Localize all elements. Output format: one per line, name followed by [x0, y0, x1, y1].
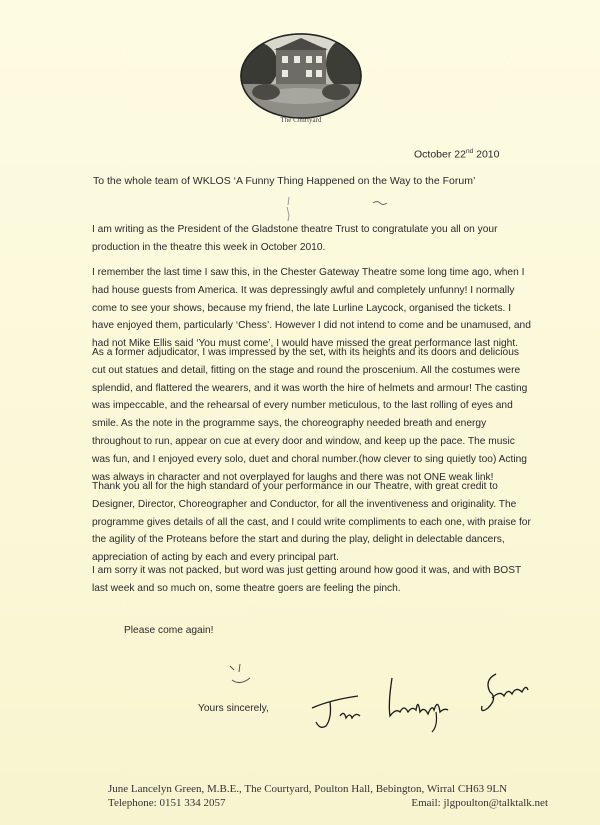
footer-contact [108, 797, 548, 809]
pen-mark [282, 195, 296, 223]
pen-scribble [226, 662, 256, 688]
footer-email[interactable]: Email: jlgpoulton@talktalk.net [411, 797, 548, 809]
svg-text:The Courtyard: The Courtyard [280, 116, 322, 124]
paragraph-3: As a former adjudicator, I was impressed by the set, with its heights and its doors and delicious cut out statues and detail, fitting on the stage and round the proscenium. All the costumes were splendid, and flattered the wearers, and it was worth the hire of helmets and armour! The casting was impeccable, and the rehearsal of every number meticulous, to the last rolling of eyes and smile. As the note in the programme says, the choreography needed breath and energy throughout to run, appear on cue at every door and window, and keep up the pace. The music was fun, and I enjoyed every solo, duet and choral number.(how clever to sing quietly too) Acting was always in character and not overplayed for laughs and there was not ONE weak link! [92, 347, 528, 483]
letter-date: October 22nd 2010 [414, 148, 500, 161]
addressee-line: To the whole team of WKLOS ‘A Funny Thing Happened on the Way to the Forum’ [93, 175, 476, 187]
paragraph-2: I remember the last time I saw this, in the Chester Gateway Theatre some long time ago, when I had house guests from America. It was depressingly awful and completely unfunny! I normally come to see your shows, because my friend, the late Lurline Laycock, organised the tickets. I have enjoyed them, particularly ‘Chess’. However I did not intend to come and be unamused, and had not Mike Ellis said ‘You must come’, I would have missed the great performance last night. [92, 267, 531, 350]
paragraph-1: I am writing as the President of the Gladstone theatre Trust to congratulate you all on your production in the theatre this week in October 2010. [92, 224, 498, 253]
pen-mark [372, 199, 388, 207]
footer-telephone: Telephone: 0151 334 2057 [108, 797, 226, 809]
handwritten-signature [300, 668, 530, 738]
sign-off: Yours sincerely, [198, 703, 269, 714]
courtyard-logo [238, 30, 364, 128]
paragraph-5: I am sorry it was not packed, but word was just getting around how good it was, and with BOST last week and so much on, some theatre goers are feeling the pinch. [92, 565, 522, 594]
paragraph-4: Thank you all for the high standard of your performance in our Theatre, with great credit to Designer, Director, Choreographer and Conductor, for all the inventiveness and originality. The programme gives details of all the cast, and I could write compliments to each one, with praise for the agility of the Proteans before the start and during the play, delight in delectable dancers, appreciation of acting by each and every principal part. [92, 481, 531, 564]
footer-address: June Lancelyn Green, M.B.E., The Courtyard, Poulton Hall, Bebington, Wirral CH63 9LN [108, 783, 508, 795]
closing-request: Please come again! [124, 625, 214, 636]
